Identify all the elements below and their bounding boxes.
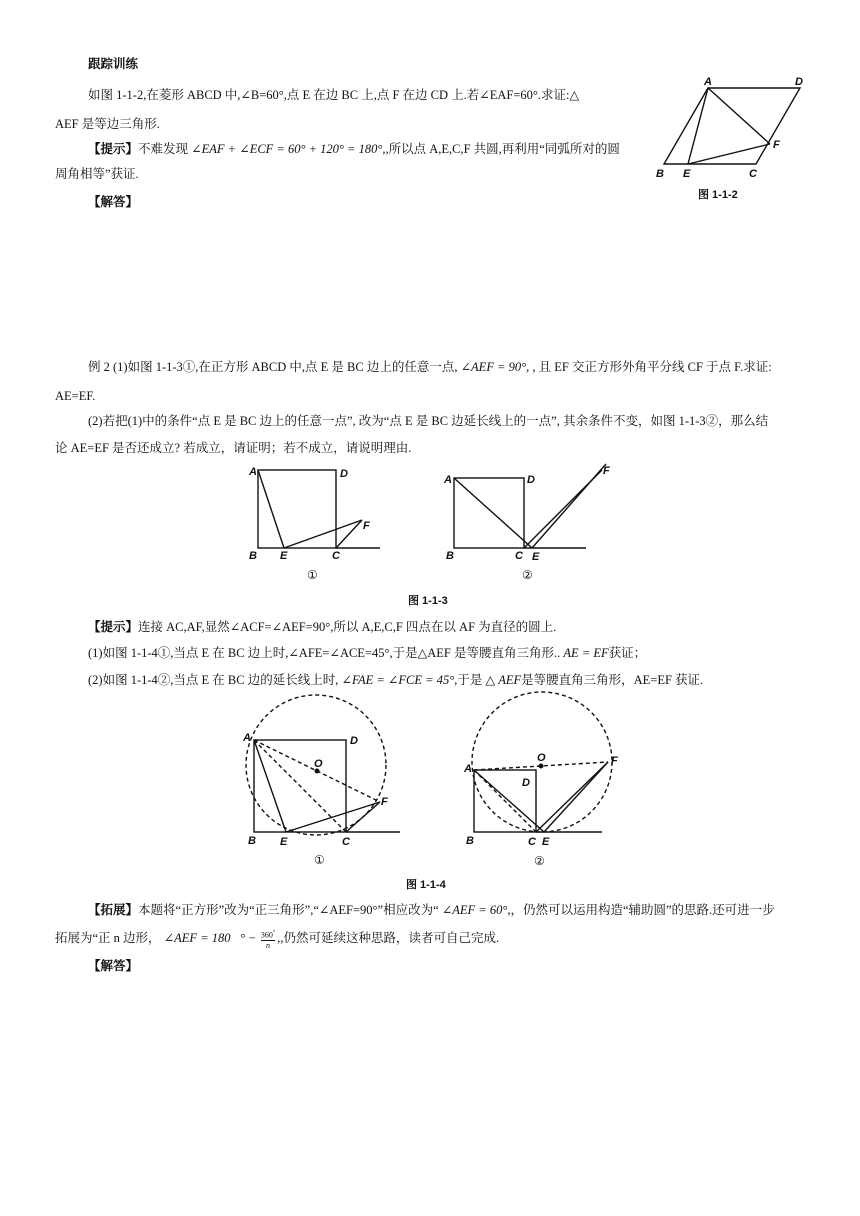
fig114a-label-f: F [381, 796, 388, 808]
hint-2-text: 连接 AC,AF,显然∠ACF=∠AEF=90°,所以 A,E,C,F 四点在以 AF 为直径的圆上. [138, 620, 557, 634]
fig113b-label-a: A [444, 474, 452, 486]
fig114a-label-c: C [342, 836, 350, 848]
hint-2-line-2-b: 获证； [608, 646, 647, 660]
fig114a-label-o: O [314, 758, 323, 770]
hint-2-line-3 [88, 672, 703, 688]
hint-1-text-a: 不难发现 [138, 142, 192, 156]
fig113a-label-c: C [332, 550, 340, 562]
figure-1-1-4-part-1 [236, 690, 406, 870]
fig114b-label-f: F [611, 755, 618, 767]
extension-line-2-minus: − [245, 931, 259, 946]
example-2-math: ∠AEF = 90° [460, 360, 527, 374]
figure-1-1-2 [652, 74, 822, 204]
fig112-caption: 图 1-1-2 [698, 189, 738, 201]
fig113b-label-d: D [527, 474, 535, 486]
hint-2-line-3-c: 是等腰直角三角形，AE=EF 获证. [521, 673, 704, 687]
fig112-label-a: A [704, 76, 712, 88]
hint-1-line-1 [88, 141, 620, 157]
fig113a-label-d: D [340, 468, 348, 480]
extension-line-1 [88, 902, 775, 918]
extension-tag: 【拓展】 [88, 903, 139, 917]
fig114b-label-o: O [537, 752, 546, 764]
fig112-label-c: C [749, 168, 757, 180]
fig113a-label-b: B [249, 550, 257, 562]
fig114b-label-e: E [542, 836, 550, 848]
fig114b-label-a: A [464, 763, 472, 775]
fig114-sub-1: ① [314, 853, 325, 867]
fig114-caption: 图 1-1-4 [406, 879, 446, 891]
hint-1-text-b: ,,所以点 A,E,C,F 共圆,再利用“同弧所对的圆 [382, 142, 620, 156]
extension-line-1-math: ∠AEF = 60° [441, 903, 508, 917]
fig113a-label-e: E [280, 550, 288, 562]
fraction-numerator: 360° [260, 930, 276, 940]
example-2-text-b: , , 且 EF 交正方形外角平分线 CF 于点 F.求证: [526, 360, 772, 374]
extension-line-1-b: ,，仍然可以运用构造“辅助圆”的思路.还可进一步 [507, 903, 775, 917]
hint-2-line-3-b: ,于是 △ [454, 673, 499, 687]
hint-2-line-3-a: (2)如图 1-1-4②,当点 E 在 BC 边的延长线上时, [88, 673, 342, 687]
fig113b-label-e: E [532, 551, 540, 563]
fig114b-label-c: C [528, 836, 536, 848]
answer-2-heading: 【解答】 [88, 959, 139, 973]
fig112-label-e: E [683, 168, 691, 180]
hint-2-line-2 [88, 645, 646, 661]
fig114b-label-d: D [522, 777, 530, 789]
extension-line-2-math: ∠AEF = 180 [163, 931, 231, 946]
figure-1-1-3-part-1 [244, 460, 386, 585]
fig113-caption: 图 1-1-3 [408, 595, 448, 607]
fraction-denominator: n [266, 940, 271, 950]
fig114a-label-e: E [280, 836, 288, 848]
hint-2-line-2-a: (1)如图 1-1-4①,当点 E 在 BC 边上时,∠AFE=∠ACE=45°,于是△AEF 是等腰直角三角形.. [88, 646, 564, 660]
fig114a-label-d: D [350, 735, 358, 747]
fig114b-label-b: B [466, 835, 474, 847]
hint-1-line-2: 周角相等”获证. [55, 167, 139, 181]
extension-fraction [261, 929, 275, 950]
fig112-label-d: D [795, 76, 803, 88]
fig114a-label-b: B [248, 835, 256, 847]
fig113-sub-2: ② [522, 568, 533, 582]
example-2-part-2-line-2: 论 AE=EF 是否还成立? 若成立，请证明；若不成立，请说明理由. [55, 441, 412, 455]
hint-2-line-2-math: AE = EF [563, 646, 609, 660]
hint-1-math: ∠EAF + ∠ECF = 60° + 120° = 180° [191, 142, 383, 156]
fig113a-label-a: A [249, 466, 257, 478]
answer-1-heading: 【解答】 [88, 195, 139, 209]
extension-line-2-deg: ° [240, 931, 246, 946]
extension-line-2 [55, 929, 499, 950]
hint-2-line-3-math-2: AEF [498, 673, 522, 687]
fig114a-label-a: A [243, 732, 251, 744]
hint-2-line-3-math: ∠FAE = ∠FCE = 45° [341, 673, 455, 687]
fig113b-label-b: B [446, 550, 454, 562]
fig113-sub-1: ① [307, 568, 318, 582]
extension-line-1-a: 本题将“正方形”改为“正三角形”,“∠AEF=90°”相应改为“ [138, 903, 442, 917]
extension-line-2-b: ,,仍然可延续这种思路，读者可自己完成. [277, 931, 500, 946]
hint-2-line-1 [88, 619, 556, 635]
example-2-line-1 [88, 359, 772, 375]
extension-line-2-a: 拓展为“正 n 边形， [55, 931, 164, 946]
example-2-part-2-line-1: (2)若把(1)中的条件“点 E 是 BC 边上的任意一点”, 改为“点 E 是 BC 边延长线上的一点”, 其余条件不变，如图 1-1-3②，那么结 [88, 414, 769, 428]
fig113b-label-c: C [515, 550, 523, 562]
fig113a-label-f: F [363, 520, 370, 532]
hint-2-tag: 【提示】 [88, 620, 139, 634]
fig114-sub-2: ② [534, 854, 545, 868]
question-1-line-1: 如图 1-1-2,在菱形 ABCD 中,∠B=60°,点 E 在边 BC 上,点 F 在边 CD 上.若∠EAF=60°.求证:△ [88, 88, 580, 102]
figure-1-1-3-part-2 [440, 460, 610, 585]
fig112-label-f: F [773, 139, 780, 151]
fig112-label-b: B [656, 168, 664, 180]
example-2-line-2: AE=EF. [55, 389, 96, 403]
fig113b-label-f: F [603, 465, 610, 477]
hint-1-tag: 【提示】 [88, 142, 139, 156]
question-1-line-2: AEF 是等边三角形. [55, 117, 160, 131]
example-2-text-a: 例 2 (1)如图 1-1-3①,在正方形 ABCD 中,点 E 是 BC 边上的任意一点, [88, 360, 461, 374]
section-title: 跟踪训练 [88, 57, 139, 71]
figure-1-1-4-part-2 [458, 690, 628, 870]
